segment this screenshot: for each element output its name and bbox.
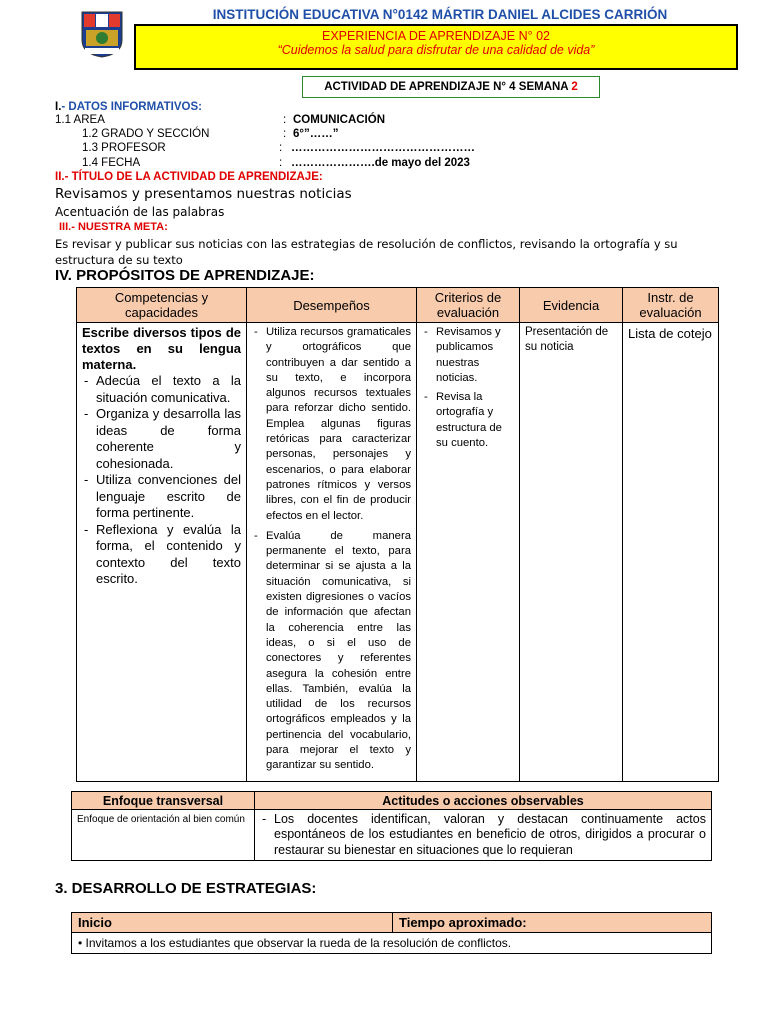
competencias-cell [77,323,247,782]
datos-heading [55,101,202,113]
experience-banner [134,24,738,70]
inicio-table [71,912,712,954]
criterios-cell [417,323,520,782]
header-criterios: Criterios de evaluación [417,288,520,323]
desempenos-cell [247,323,417,782]
titulo-heading: II.- TÍTULO DE LA ACTIVIDAD DE APRENDIZAJE: [55,171,323,183]
activity-label: ACTIVIDAD DE APRENDIZAJE N° 4 SEMANA [324,81,569,93]
list-item: - Utiliza convenciones del lenguaje escrito de forma pertinente. [82,472,241,522]
enfoque-name: Enfoque de orientación al bien común [72,810,255,861]
list-item: - Reflexiona y evalúa la forma, el contenido y contexto del texto escrito. [82,522,241,588]
header-enfoque: Enfoque transversal [72,792,255,810]
desarrollo-heading: 3. DESARROLLO DE ESTRATEGIAS: [55,880,317,897]
list-item: - Organiza y desarrolla las ideas de forma coherente y cohesionada. [82,406,241,472]
datos-colon: : [279,142,283,154]
meta-text: Es revisar y publicar sus noticias con las estrategias de resolución de conflictos, revisando la ortografía y su estructura de su texto [55,237,678,267]
experience-title: EXPERIENCIA DE APRENDIZAJE N° 02 [322,29,550,43]
datos-heading-text: - DATOS INFORMATIVOS: [61,101,202,113]
table-row [72,810,712,861]
institution-title: INSTITUCIÓN EDUCATIVA N°0142 MÁRTIR DANIEL ALCIDES CARRIÓN [212,7,668,22]
datos-label-profesor: 1.3 PROFESOR [82,142,166,154]
activity-box [302,76,600,98]
header-actitudes: Actitudes o acciones observables [255,792,712,810]
datos-value-profesor: ………………………………………… [291,142,475,154]
header-competencias: Competencias y capacidades [77,288,247,323]
table-row [77,323,719,782]
activity-title: Revisamos y presentamos nuestras noticias [55,186,352,202]
datos-colon: : [279,157,283,169]
datos-label-fecha: 1.4 FECHA [82,157,141,169]
header-inicio: Inicio [72,913,393,933]
experience-subtitle: “Cuidemos la salud para disfrutar de una calidad de vida” [277,43,595,57]
list-item: - Evalúa de manera permanente el texto, para determinar si se ajusta a la situación comunicativa, si existen digresiones o vacíos de información que afectan la coherencia entre las ideas, o si el uso de conectores y referentes asegura la cohesión entre ellas. También, evalúa la utilidad de los recursos ortográficos empleados y la pertinencia del vocabulario, para mejorar el texto y garantizar su sentido. [252,529,411,774]
table-header-row [72,913,712,933]
bullet-icon: • [78,936,86,950]
competencia-title: Escribe diversos tipos de textos en su lengua materna. [82,325,241,372]
list-item: - Utiliza recursos gramaticales y ortográficos que contribuyen a dar sentido a su texto, e incorpora algunos recursos textuales para reforzar dicho sentido. Emplea algunas figuras retóricas para caracterizar personas, personajes y escenarios, o para elaborar patrones rítmicos y versos libres, con el fin de producir efectos en el lector. [252,325,411,524]
list-item: - Revisamos y publicamos nuestras noticias. [422,325,514,386]
header-desempenos: Desempeños [247,288,417,323]
inicio-item: Invitamos a los estudiantes que observar la rueda de la resolución de conflictos. [85,936,512,950]
enfoque-table [71,791,712,861]
datos-rows [0,114,768,174]
table-header-row [72,792,712,810]
list-item: - Adecúa el texto a la situación comunicativa. [82,373,241,406]
capacidades-list [82,373,241,588]
datos-colon: : [283,114,287,126]
datos-colon: : [283,128,287,140]
actitudes-list [260,812,706,858]
activity-subtitle: Acentuación de las palabras [55,205,225,219]
datos-label-area: 1.1 AREA [55,114,105,126]
inicio-item-cell [72,933,712,954]
list-item: - Revisa la ortografía y estructura de su cuento. [422,390,514,451]
header-instrumento: Instr. de evaluación [623,288,719,323]
meta-heading: III.- NUESTRA META: [59,221,168,233]
propositos-heading: IV. PROPÓSITOS DE APRENDIZAJE: [55,267,315,284]
list-item: - Los docentes identifican, valoran y destacan continuamente actos espontáneos de los estudiantes en beneficio de otros, dirigidos a procurar o restaurar su bienestar en situaciones que lo requieran [260,812,706,858]
school-logo [80,10,124,58]
datos-label-grado: 1.2 GRADO Y SECCIÓN [82,128,210,140]
datos-value-grado: 6°”……” [293,128,339,140]
criterios-list [422,325,514,451]
desempenos-list [252,325,411,774]
instrumento-cell: Lista de cotejo [623,323,719,782]
datos-value-fecha: ………………….de mayo del 2023 [291,157,470,169]
evidencia-cell: Presentación de su noticia [520,323,623,782]
table-header-row [77,288,719,323]
activity-week: 2 [571,81,578,93]
enfoque-actitud-cell [255,810,712,861]
datos-heading-num: I. [55,101,62,113]
table-row [72,933,712,954]
header-tiempo: Tiempo aproximado: [393,913,712,933]
datos-value-area: COMUNICACIÓN [293,114,385,126]
header-evidencia: Evidencia [520,288,623,323]
propositos-table [76,287,719,782]
